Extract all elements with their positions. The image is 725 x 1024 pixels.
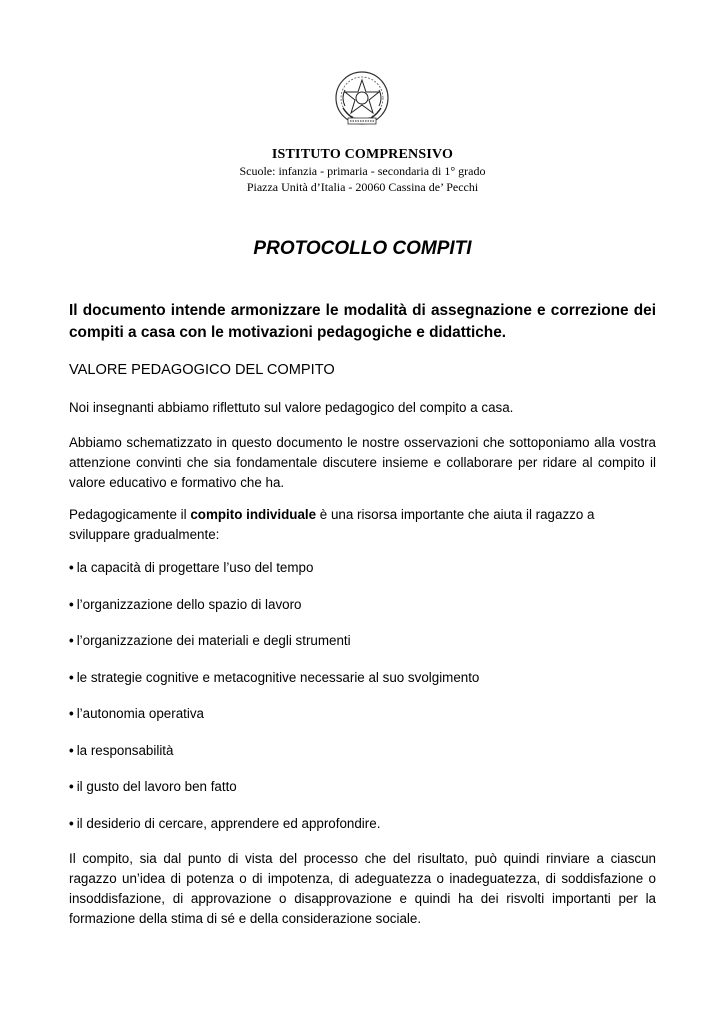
bullet-icon: • xyxy=(69,669,74,685)
list-item xyxy=(69,668,656,705)
paragraph-1: Noi insegnanti abbiamo riflettuto sul valore pedagogico del compito a casa. xyxy=(69,400,514,415)
list-item-text: il gusto del lavoro ben fatto xyxy=(76,779,237,794)
paragraph-4: Il compito, sia dal punto di vista del processo che del risultato, può quindi rinviare a ciascun ragazzo un’idea di potenza o di impotenza, di adeguatezza o inadeguatezza, di soddisfazione o insoddisfazione, di approvazione o disapprovazione e quindi ha dei risvolti importanti per la formazione della stima di sé e della considerazione sociale. xyxy=(69,851,656,926)
list-item xyxy=(69,558,656,595)
paragraph-3-bold-text: compito individuale xyxy=(190,507,317,522)
list-item-text: il desiderio di cercare, apprendere ed approfondire. xyxy=(76,815,381,831)
institute-address: Piazza Unità d’Italia - 20060 Cassina de’ Pecchi xyxy=(246,180,479,194)
bullet-icon: • xyxy=(69,633,74,648)
list-item xyxy=(69,704,656,741)
section-heading: VALORE PEDAGOGICO DEL COMPITO xyxy=(69,362,335,378)
institute-name: ISTITUTO COMPRENSIVO xyxy=(271,147,454,162)
list-item-text: la capacità di progettare l’uso del tempo xyxy=(76,560,314,575)
list-item xyxy=(69,777,656,814)
list-item-text: l’organizzazione dei materiali e degli strumenti xyxy=(76,633,351,648)
bullet-icon: • xyxy=(69,779,74,794)
institute-schools: Scuole: infanzia - primaria - secondaria di 1° grado xyxy=(239,164,486,178)
list-item xyxy=(69,631,656,668)
paragraph-3 xyxy=(69,505,656,545)
bullet-icon: • xyxy=(69,815,74,831)
list-item-text: la responsabilità xyxy=(76,742,174,758)
list-item-text: le strategie cognitive e metacognitive necessarie al suo svolgimento xyxy=(76,669,480,685)
paragraph-3-text-after: è una risorsa importante che aiuta il ragazzo a sviluppare gradualmente: xyxy=(69,507,595,542)
document-title: PROTOCOLLO COMPITI xyxy=(253,238,472,259)
list-item xyxy=(69,595,656,632)
list-item xyxy=(69,814,656,851)
italian-republic-emblem-icon xyxy=(331,68,393,130)
list-item xyxy=(69,741,656,778)
list-item-text: l’autonomia operativa xyxy=(76,706,204,721)
intro-paragraph: Il documento intende armonizzare le modalità di assegnazione e correzione dei compiti a casa con le motivazioni pedagogiche e didattiche. xyxy=(69,302,656,341)
bullet-icon: • xyxy=(69,596,74,612)
paragraph-2: Abbiamo schematizzato in questo documento le nostre osservazioni che sottoponiamo alla vostra attenzione convinti che sia fondamentale discutere insieme e collaborare per ridare al compito il valore educativo e formativo che ha. xyxy=(69,435,656,490)
bullet-icon: • xyxy=(69,742,74,758)
list-item-text: l’organizzazione dello spazio di lavoro xyxy=(76,596,302,612)
bullet-icon: • xyxy=(69,706,74,721)
bullet-list xyxy=(69,558,656,850)
bullet-icon: • xyxy=(69,560,74,575)
paragraph-3-text-before: Pedagogicamente il xyxy=(69,507,191,522)
